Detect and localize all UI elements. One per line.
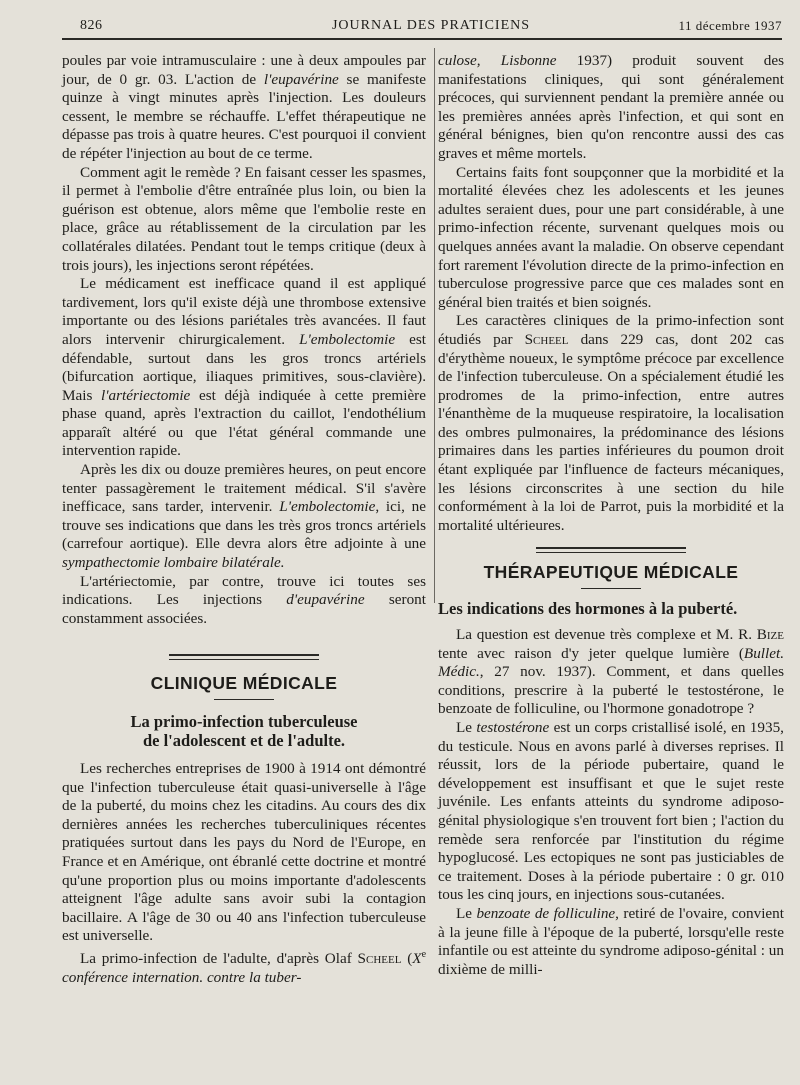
paragraph: La primo-infection de l'adulte, d'après Olaf Scheel (Xe conférence internation. contre la tuber- [62, 948, 427, 986]
paragraph: Les caractères cliniques de la primo-infection sont étudiés par Scheel dans 229 cas, dont 202 cas d'érythème noueux, le symptôme précoce par excellence de l'infection tuberculeuse. On a spécialement étudié les prodromes de la primo-infection, entre autres l'énanthème de la muqueuse respiratoire, la localisation des ombres pulmonaires, la prédominance des lésions primaires dans les parties inférieures du poumon droit étant expliquée par l'influence de facteurs mécaniques, les lésions circonscrites à une section du hile conformément à la loi de Parrot, puis la morbidité et la mortalité ultérieures. [438, 312, 784, 534]
text-run: Bize [756, 626, 784, 644]
text-run: L'embolectomie [279, 498, 376, 516]
section-title-clinique: CLINIQUE MÉDICALE [150, 673, 338, 694]
text-run: L'embolectomie [299, 330, 396, 348]
paragraph: L'artériectomie, par contre, trouve ici toutes ses indications. Les injections d'eupavérine seront constamment associées. [62, 572, 426, 627]
article-title-line: de l'adolescent et de l'adulte. [142, 731, 346, 750]
paragraph: Le médicament est inefficace quand il est appliqué tardivement, lors qu'il existe déjà une thrombose extensive importante ou des lésions pariétales très avancées. Il faut alors intervenir chirurgicalement. L'embolectomie est défendable, surtout dans les gros troncs artériels (bifurcation aortique, iliaques primitives, sous-clavière). Mais l'artériectomie est déjà indiquée à cette première phase quand, après l'extraction du caillot, l'endothélium apparaît altéré ou que l'état général commande une intervention rapide. [62, 275, 427, 460]
paragraph: Le benzoate de folliculine, retiré de l'ovaire, convient à la jeune fille à l'époque de la puberté, lorsqu'elle reste infantile ou est atteinte du syndrome adiposo-génital : un dixième de milli- [438, 904, 784, 978]
text-run: Scheel [357, 950, 402, 967]
article-title: Les indications des hormones à la puberté. [438, 599, 738, 619]
right-column [438, 52, 784, 979]
text-run: Bullet. Médic. [438, 644, 784, 681]
header-rule [62, 38, 782, 40]
text-run: l'artériectomie [101, 386, 191, 404]
text-run: Scheel [524, 330, 569, 348]
text-run: e [421, 948, 427, 960]
paragraph: Après les dix ou douze premières heures, on peut encore tenter passagèrement le traitement médical. S'il s'avère inefficace, sans tarder, intervenir. L'embolectomie, ici, ne trouve ses indications que dans les très gros troncs artériels (carrefour aortique). Elle devra alors être adjointe à une sympathectomie lombaire bilatérale. [62, 461, 427, 572]
journal-title: JOURNAL DES PRATICIENS [331, 18, 531, 33]
issue-date: 11 décembre 1937 [678, 18, 782, 33]
running-head [80, 18, 782, 38]
column-divider [434, 48, 435, 603]
text-run: testostérone [476, 719, 550, 736]
page-number: 826 [80, 18, 103, 33]
title-rule [581, 588, 641, 589]
paragraph: Le testostérone est un corps cristallisé isolé, en 1935, du testicule. Nous en avons parlé à diverses reprises. Il réussit, lors de la période pubertaire, quand le développement est insuffisant et que le sujet reste juvénile. Les enfants atteints du syndrome adiposo-génital physiologique s'en trouvent fort bien ; l'action du remède sera renforcée par l'institution du régime hypoglucosé. Les ectopiques ne sont pas justiciables de ce traitement. Doses à la période pubertaire : 0 gr. 010 tous les cinq jours, en injections sous-cutanées. [438, 719, 784, 904]
text-run: d'eupavérine [286, 591, 365, 609]
paragraph: Certains faits font soupçonner que la morbidité et la mortalité élevées chez les adolescents et les jeunes adultes seraient dues, pour une part considérable, à une primo-infection récente, survenant quelques mois ou quelques années avant la maladie. On observe cependant fort rarement l'évolution directe de la primo-infection en tuberculose progressive parce que ces malades sont en général bien traités et bien soignés. [438, 163, 784, 311]
text-run: conférence internation. contre la tuber- [62, 968, 302, 986]
text-run: benzoate de folliculine [476, 904, 616, 922]
paragraph: culose, Lisbonne 1937) produit souvent des manifestations cliniques, qui sont généralement précoces, qui surviennent pendant la première année ou les premières années après l'infection, et qui sont en général bénignes, bien qu'on rencontre aussi des cas graves et même mortels. [438, 52, 785, 162]
paragraph: Comment agit le remède ? En faisant cesser les spasmes, il permet à l'embolie d'être entraînée plus loin, ou bien la guérison est obtenue, alors même que l'embolie reste en place, grâce au rétablissement de la circulation par les collatérales dilatées. Pendant tout le temps critique (deux à trois jours), les injections seront répétées. [62, 163, 426, 274]
paragraph: poules par voie intramusculaire : une à deux ampoules par jour, de 0 gr. 03. L'action de l'eupavérine se manifeste quinze à vingt minutes après l'injection. Les douleurs cessent, le membre se réchauffe. L'effet thérapeutique ne dépasse pas trois à quatre heures. C'est pourquoi il convient de répéter l'injection au bout de ce terme. [62, 52, 426, 162]
left-column [62, 52, 426, 987]
article-title [62, 712, 426, 750]
text-run: X [412, 950, 422, 967]
text-run: sympathectomie lombaire bilatérale. [62, 554, 285, 572]
paragraph: La question est devenue très complexe et M. R. Bize tente avec raison d'y jeter quelque lumière (Bullet. Médic., 27 nov. 1937). Comment, et dans quelles conditions, prescrire à la puberté le testostérone, le benzoate de folliculine, ou l'hormone gonadotrope ? [438, 626, 784, 718]
paragraph: Les recherches entreprises de 1900 à 1914 ont démontré que l'infection tuberculeuse était quasi-universelle à l'âge de la puberté, du moins chez les citadins. Au cours des dix dernières années les recherches tuberculiniques récentes pratiquées surtout dans les pays du Nord de l'Europe, en France et en Amérique, ont ébranlé cette doctrine et montré qu'une proportion plus ou moins importante d'adolescents atteignent l'âge adulte sans avoir subi la contagion bacillaire. A l'âge de 30 ou 40 ans l'infection tuberculeuse est universelle. [62, 760, 426, 945]
article-title-line: La primo-infection tuberculeuse [130, 712, 358, 731]
section-title-therapeutique: THÉRAPEUTIQUE MÉDICALE [483, 562, 739, 583]
title-rule [214, 699, 274, 700]
text-run: l'eupavérine [263, 70, 339, 88]
text-run: culose, Lisbonne [438, 52, 557, 69]
